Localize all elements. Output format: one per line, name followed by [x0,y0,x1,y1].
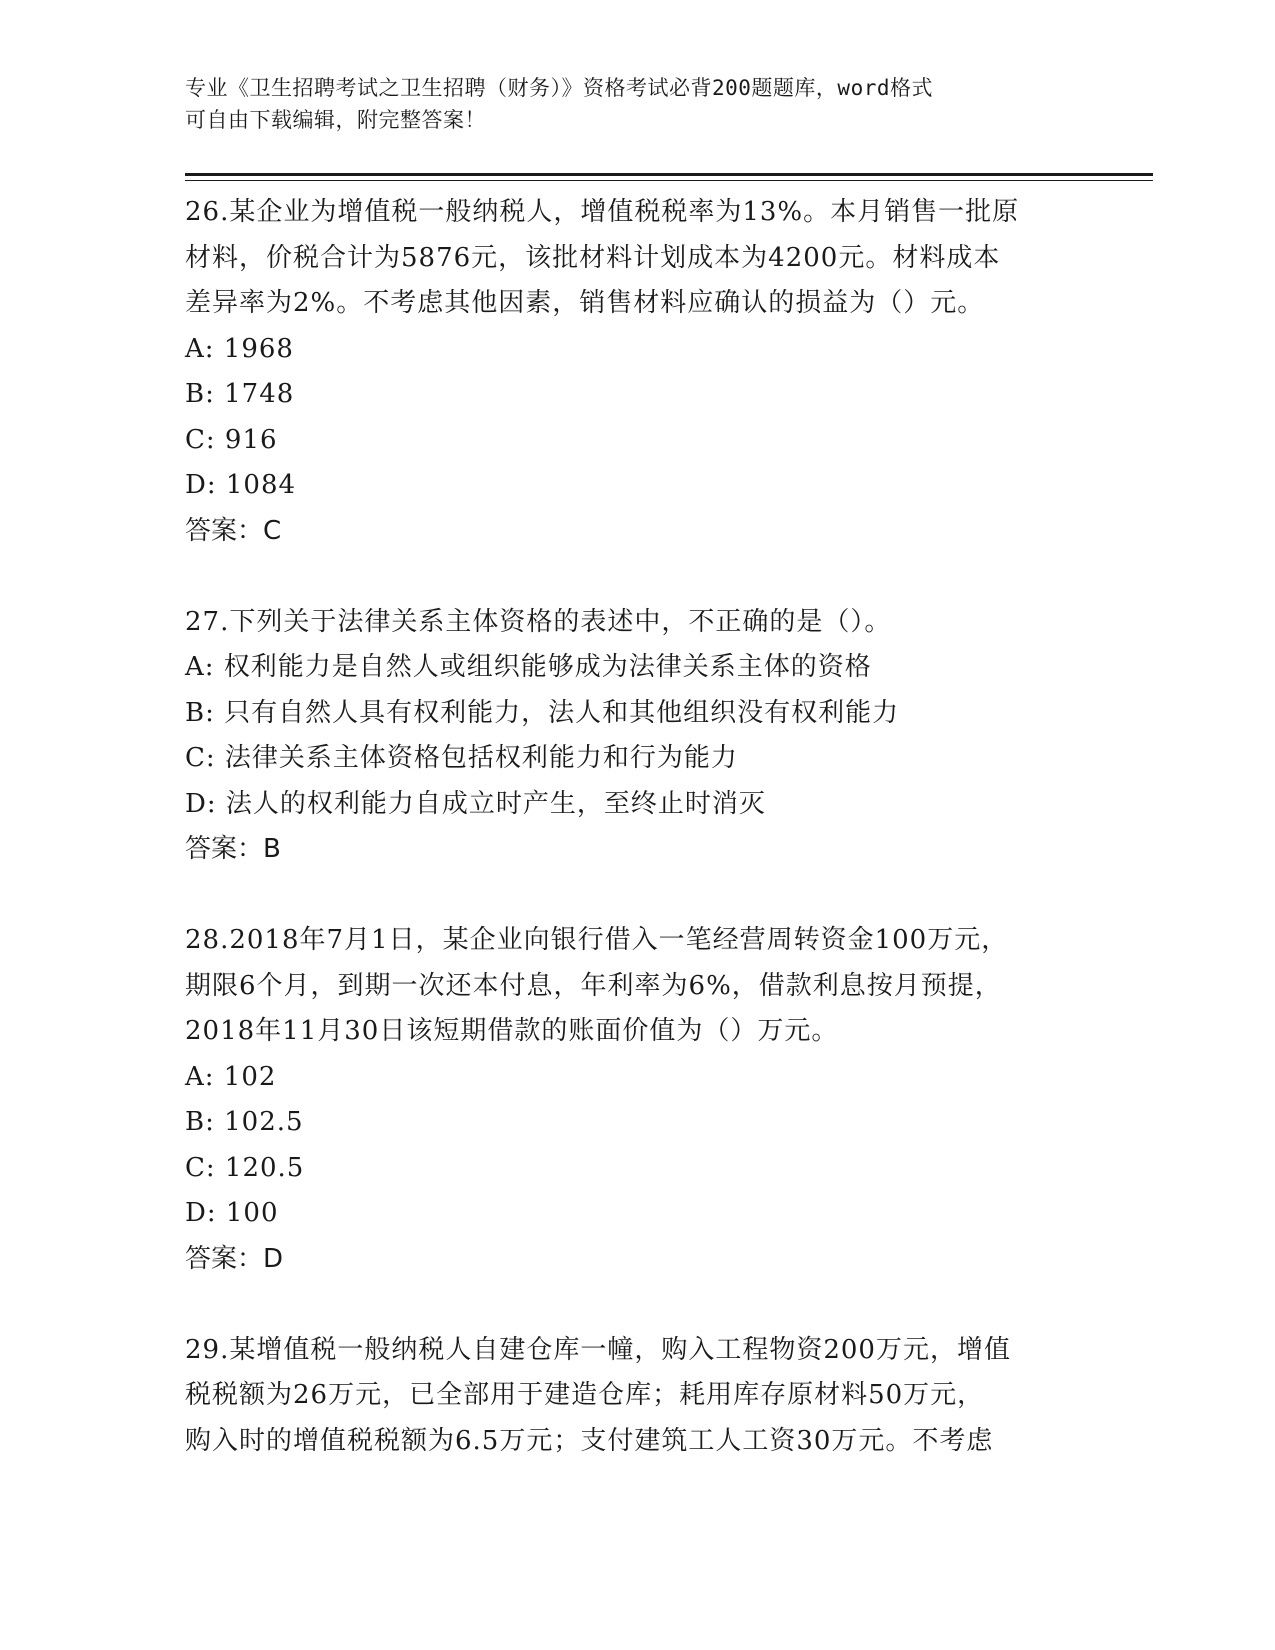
option-c: C: 法律关系主体资格包括权利能力和行为能力 [185,743,738,773]
option-a: A: 1968 [185,333,294,364]
document-header [185,72,1065,136]
question-list [185,190,1085,1464]
option-b: B: 只有自然人具有权利能力，法人和其他组织没有权利能力 [185,697,900,728]
question-text-line: 差异率为2%。不考虑其他因素，销售材料应确认的损益为（）元。 [185,288,985,318]
question-27 [185,600,1085,873]
header-line-1: 专业《卫生招聘考试之卫生招聘（财务）》资格考试必背200题题库，word格式 [185,76,933,100]
question-text-line: 29.某增值税一般纳税人自建仓库一幢，购入工程物资200万元，增值 [185,1334,1011,1365]
question-text-line: 27.下列关于法律关系主体资格的表述中，不正确的是（）。 [185,606,892,637]
question-text-line: 材料，价税合计为5876元，该批材料计划成本为4200元。材料成本 [185,242,1001,273]
answer: 答案：B [185,834,281,864]
question-text-line: 26.某企业为增值税一般纳税人，增值税税率为13%。本月销售一批原 [185,197,1020,227]
option-d: D: 法人的权利能力自成立时产生，至终止时消灭 [185,788,766,819]
answer: 答案：D [185,1243,284,1274]
answer: 答案：C [185,515,282,546]
header-line-2: 可自由下载编辑，附完整答案！ [185,108,486,132]
question-26 [185,190,1085,554]
question-28 [185,918,1085,1282]
option-d: D: 100 [185,1198,279,1228]
question-spacer [185,1282,1085,1328]
header-divider-thin [185,180,1153,181]
header-divider-thick [185,173,1153,176]
option-c: C: 120.5 [185,1152,305,1183]
option-d: D: 1084 [185,470,297,500]
option-a: A: 102 [185,1061,277,1092]
question-29 [185,1328,1085,1465]
question-spacer [185,554,1085,600]
question-text-line: 28.2018年7月1日，某企业向银行借入一笔经营周转资金100万元， [185,925,1009,955]
question-spacer [185,873,1085,919]
question-text-line: 期限6个月，到期一次还本付息，年利率为6%，借款利息按月预提， [185,970,1002,1001]
option-b: B: 1748 [185,379,295,409]
option-b: B: 102.5 [185,1107,304,1137]
question-text-line: 2018年11月30日该短期借款的账面价值为（）万元。 [185,1016,839,1046]
question-text-line: 购入时的增值税税额为6.5万元；支付建筑工人工资30万元。不考虑 [185,1425,994,1456]
option-c: C: 916 [185,424,278,455]
question-text-line: 税税额为26万元，已全部用于建造仓库；耗用库存原材料50万元， [185,1380,985,1410]
option-a: A: 权利能力是自然人或组织能够成为法律关系主体的资格 [185,652,872,682]
